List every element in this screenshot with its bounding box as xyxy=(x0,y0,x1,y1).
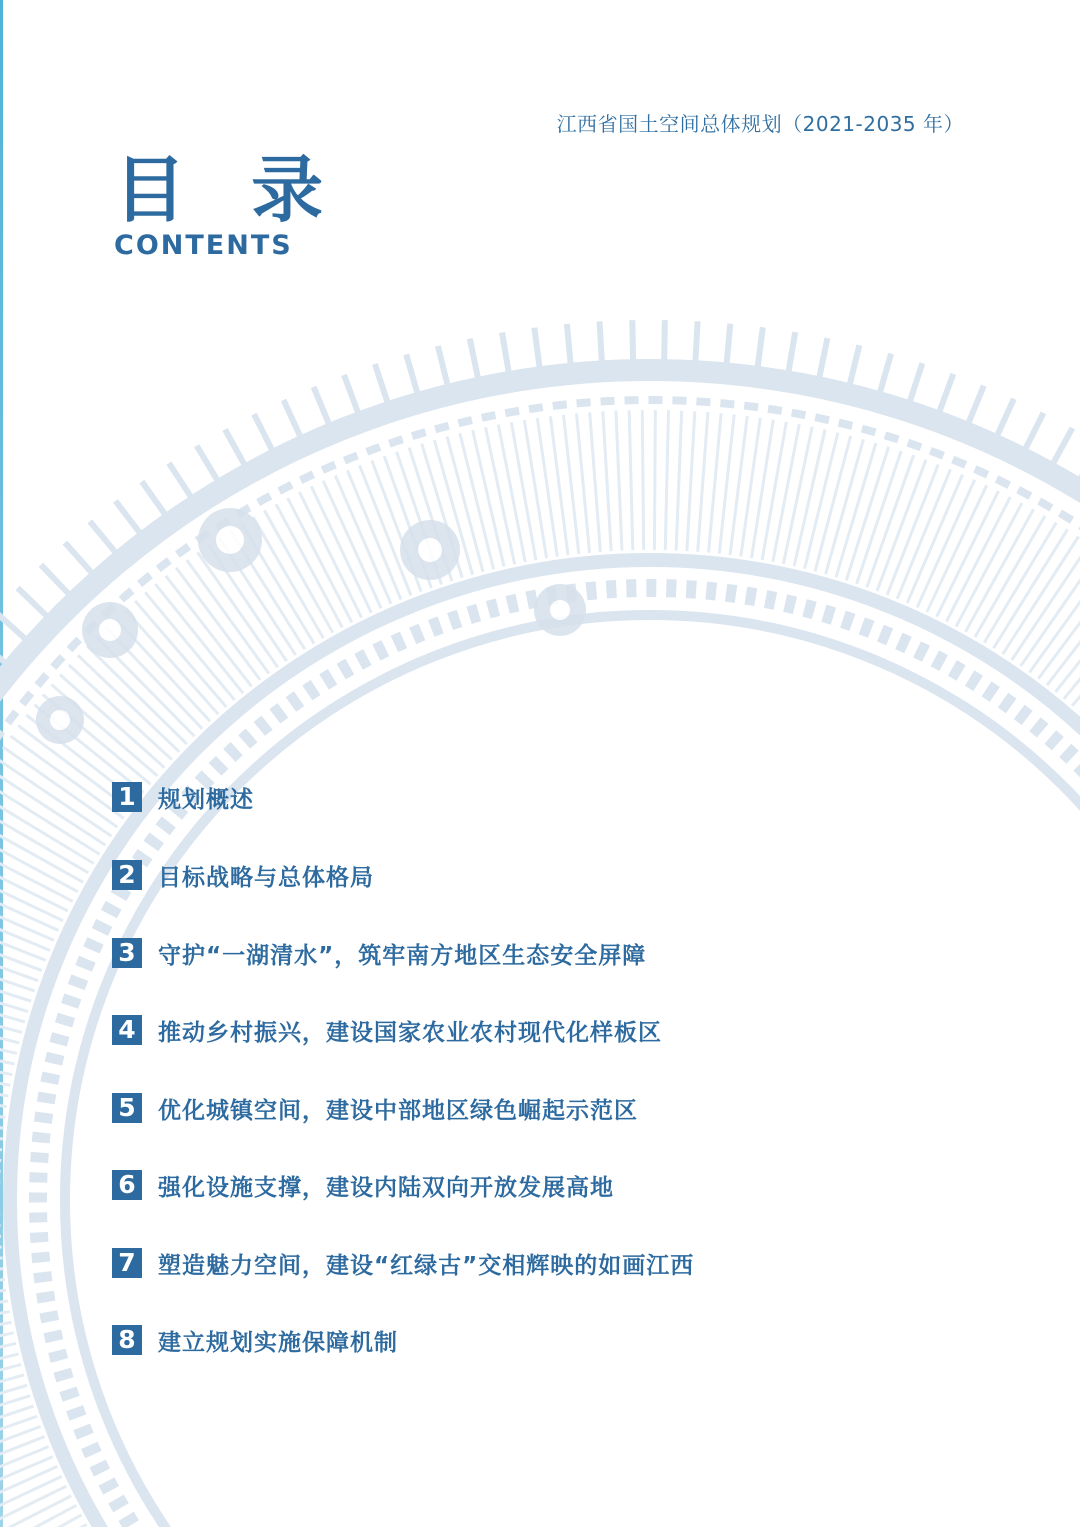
toc-label: 规划概述 xyxy=(158,786,254,813)
toc-item-7[interactable] xyxy=(112,1246,694,1280)
toc-item-3[interactable] xyxy=(112,936,646,970)
toc-item-5[interactable] xyxy=(112,1091,638,1125)
toc-number: 5 xyxy=(112,1093,142,1123)
toc-label: 塑造魅力空间，建设“红绿古”交相辉映的如画江西 xyxy=(158,1252,695,1279)
toc-item-1[interactable] xyxy=(112,780,254,814)
page-title: 目 录 xyxy=(114,148,344,232)
toc-item-6[interactable] xyxy=(112,1168,614,1202)
toc-item-8[interactable] xyxy=(112,1323,398,1357)
page-subtitle: CONTENTS xyxy=(114,230,293,261)
toc-label: 推动乡村振兴，建设国家农业农村现代化样板区 xyxy=(158,1019,662,1046)
toc-item-2[interactable] xyxy=(112,858,374,892)
document-title: 江西省国土空间总体规划（2021-2035 年） xyxy=(556,112,964,136)
toc-label: 建立规划实施保障机制 xyxy=(158,1329,398,1356)
toc-number: 1 xyxy=(112,782,142,812)
toc-number: 2 xyxy=(112,860,142,890)
toc-number: 4 xyxy=(112,1015,142,1045)
toc-label: 优化城镇空间，建设中部地区绿色崛起示范区 xyxy=(158,1097,638,1124)
toc-label: 强化设施支撑，建设内陆双向开放发展高地 xyxy=(158,1174,614,1201)
toc-item-4[interactable] xyxy=(112,1013,662,1047)
toc-label: 目标战略与总体格局 xyxy=(158,864,374,891)
toc-number: 8 xyxy=(112,1325,142,1355)
toc-number: 6 xyxy=(112,1170,142,1200)
toc-number: 3 xyxy=(112,938,142,968)
toc-label: 守护“一湖清水”，筑牢南方地区生态安全屏障 xyxy=(158,942,647,969)
toc-number: 7 xyxy=(112,1248,142,1278)
